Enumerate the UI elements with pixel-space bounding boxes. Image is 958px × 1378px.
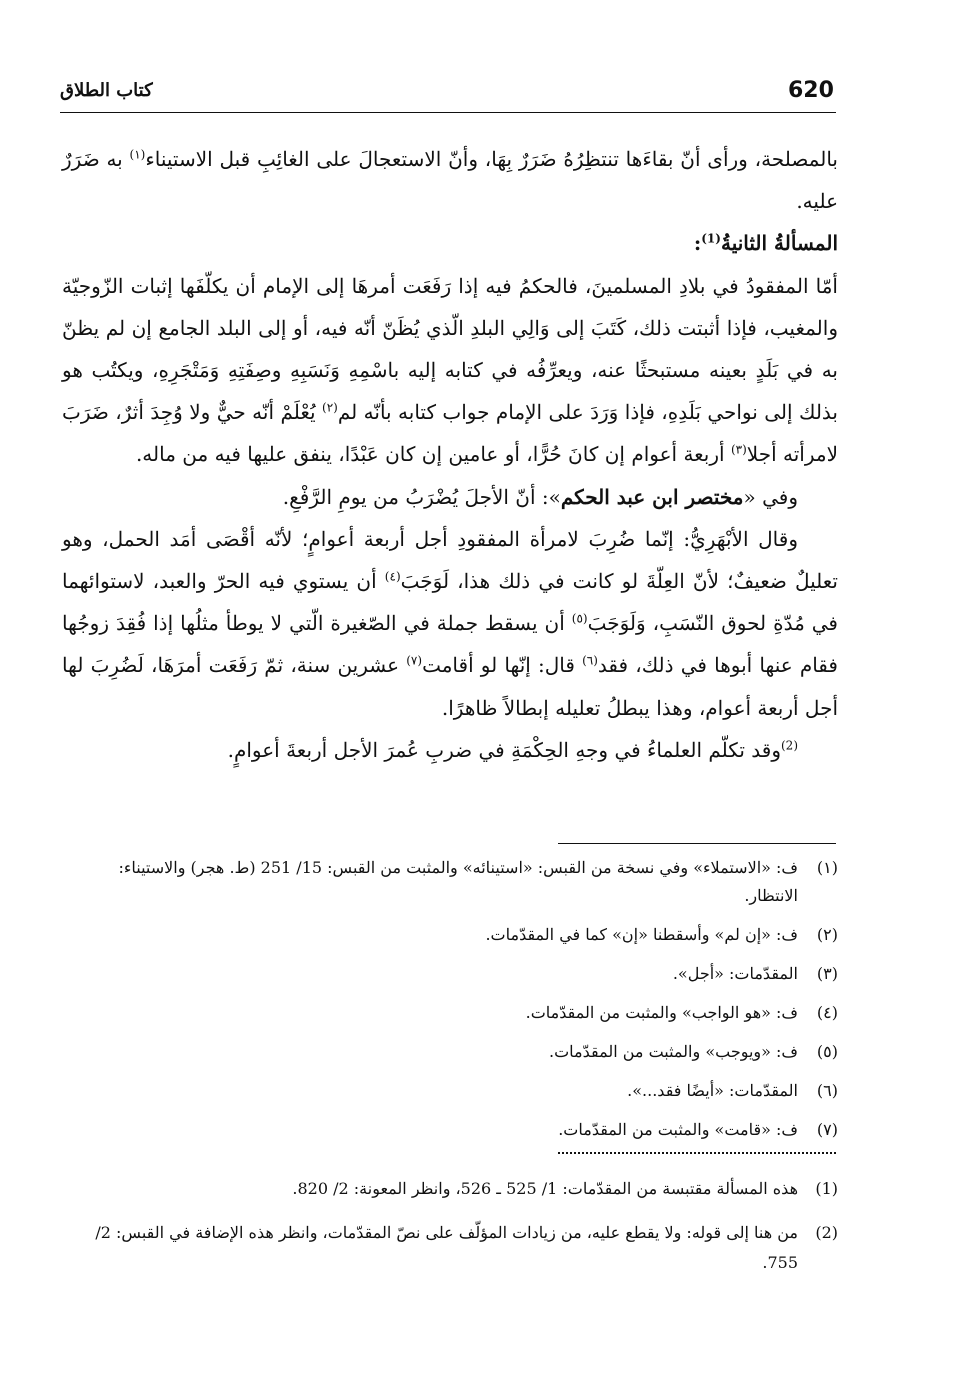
- footnote-number: (٦): [816, 1081, 838, 1100]
- editor-note-number: (2): [815, 1223, 838, 1242]
- footnote-number: (٢): [816, 925, 838, 944]
- footnotes-list: [60, 854, 838, 1155]
- footnote: [60, 960, 838, 988]
- editor-note: [60, 1174, 838, 1204]
- footnote: [60, 1038, 838, 1066]
- footnote-marker[interactable]: (٣): [730, 442, 747, 457]
- footnote-number: (١): [816, 858, 838, 877]
- paragraph-5: $^{(2)}$وقد تكلّم العلماءُ في وجهِ الحِكْمَةِ في ضربِ عُمرَ الأجل أربعةَ أعوامٍ.: [227, 737, 798, 762]
- running-title: كتاب الطلاق: [60, 80, 153, 101]
- footnote-text: ف: «قامت» والمثبت من المقدّمات.: [558, 1120, 798, 1139]
- page-header: [60, 76, 836, 116]
- main-text: [62, 138, 838, 771]
- footnote-marker[interactable]: (١): [129, 147, 146, 162]
- paragraph-3: وفي «مختصر ابن عبد الحكم»: أنّ الأجلَ يُضْرَبُ من يومِ الرَّفْعِ.: [282, 484, 798, 509]
- header-rule: [60, 112, 836, 113]
- page-number: 620: [788, 78, 834, 103]
- footnote-number: (٣): [816, 964, 838, 983]
- footnote: [60, 921, 838, 949]
- footnotes-divider: [558, 843, 836, 844]
- section-heading: المسألةُ الثانيةُ$^{(1)}$:: [693, 231, 838, 256]
- footnote-marker[interactable]: (٥): [571, 611, 588, 626]
- footnote-number: (٤): [816, 1003, 838, 1022]
- footnote-text: المقدّمات: «أجل».: [672, 964, 798, 983]
- footnote-text: ف: «إن لم» وأسقطنا «إن» كما في المقدّمات.: [485, 925, 798, 944]
- paragraph-4: وقال الأبْهَرِيُّ: إنّما ضُرِبَ لامرأة المفقودِ أجل أربعة أعوامٍ؛ لأنّه أقْصَى أمَد الحمل، وهو تعليلٌ ضعيفٌ؛ لأنّ العِلّةَ لو كانت في ذلك هذا، لَوَجَبَ$^{(٤)}$ أن يستوي فيه الحرّ والعبد، لاستوائهما في مُدّةِ لحوق النّسَبِ، وَلَوَجَبَ$^{(٥)}$ أن يسقط جملة في الصّغيرة الّتي لا يوطأ مثلُها إذا فُقِدَ زوجُها فقام عنها أبوها في ذلك، فقد$^{(٦)}$ قال: إنّها لو أقامت$^{(٧)}$ عشرين سنة، ثمّ رَفَعَت أمرَهَا، لَضُرِبَ لها أجل أربعة أعوام، وهذا يبطلُ تعليله إبطالاً ظاهرًا.: [62, 526, 839, 720]
- editor-note-number: (1): [815, 1179, 838, 1198]
- footnote: [60, 999, 838, 1027]
- editor-notes-divider: [558, 1152, 836, 1154]
- footnote-marker[interactable]: (٢): [322, 400, 338, 415]
- editor-note-marker[interactable]: (1): [701, 231, 721, 246]
- footnote-text: ف: «هو الواجب» والمثبت من المقدّمات.: [525, 1003, 798, 1022]
- footnote: [60, 854, 838, 910]
- editor-note-text: هذه المسألة مقتبسة من المقدّمات: 1/ 525 ـ 526، وانظر المعونة: 2/ 820.: [292, 1179, 798, 1198]
- footnote-marker[interactable]: (٦): [582, 653, 598, 668]
- footnote-number: (٥): [816, 1042, 838, 1061]
- footnote-marker[interactable]: (٤): [384, 569, 401, 584]
- paragraph-1: بالمصلحة، ورأى أنّ بقاءَها تنتظِرُهُ ضَرَرٌ بِهَا، وأنّ الاستعجالَ على الغائِبِ قبل الاستيناء$^{(١)}$ به ضَرَرٌ عليه.: [62, 147, 838, 214]
- editor-note: [60, 1218, 838, 1278]
- paragraph-2: أمّا المفقودُ في بلادِ المسلمينَ، فالحكمُ فيه إذا رَفَعَت أمرهَا إلى الإمام أن يكلّفَها إثبات الزّوجيّة والمغيب، فإذا أثبتت ذلك، كَتَبَ إلى وَالِي البلدِ الّذي يُظَنّ أنّه فيه، أو إلى البلد الجامع إن لم يظنّ به في بَلَدٍ بعينه مستبحثًا عنه، ويعرِّفُه في كتابه إليه باسْمِهِ وَنَسَبِهِ وصِفَتِهِ وَمَتْجَرِهِ، ويكتُب هو بذلك إلى نواحي بَلَدِهِ، فإذا وَرَدَ على الإمام جواب كتابه بأنّه لم$^{(٢)}$ يُعْلَمْ أنّه حيٌّ ولا وُجِدَ أثرٌ، ضَرَبَ لامرأته أجلا$^{(٣)}$ أربعة أعوام إن كانَ حُرًّا، أو عامين إن كان عَبْدًا، ينفق عليها فيه من ماله.: [62, 273, 838, 467]
- editor-notes-list: [60, 1174, 838, 1292]
- footnote: [60, 1116, 838, 1144]
- footnote-text: ف: «ويوجب» والمثبت من المقدّمات.: [548, 1042, 798, 1061]
- footnote: [60, 1077, 838, 1105]
- cited-work-title: مختصر ابن عبد الحكم: [560, 484, 744, 509]
- footnote-text: المقدّمات: «أيضًا فقد...».: [627, 1081, 798, 1100]
- editor-note-text: من هنا إلى قوله: ولا يقطع عليه، من زيادات المؤلّف على نصّ المقدّمات، وانظر هذه الإضافة في القبس: 2/ 755.: [95, 1223, 798, 1272]
- editor-note-marker[interactable]: (2): [780, 738, 798, 753]
- footnote-number: (٧): [816, 1120, 838, 1139]
- footnote-text: ف: «الاستملاء» وفي نسخة من القبس: «استينائه» والمثبت من القبس: 15/ 251 (ط. هجر) والاستيناء: الانتظار.: [118, 858, 798, 905]
- footnote-marker[interactable]: (٧): [406, 653, 423, 668]
